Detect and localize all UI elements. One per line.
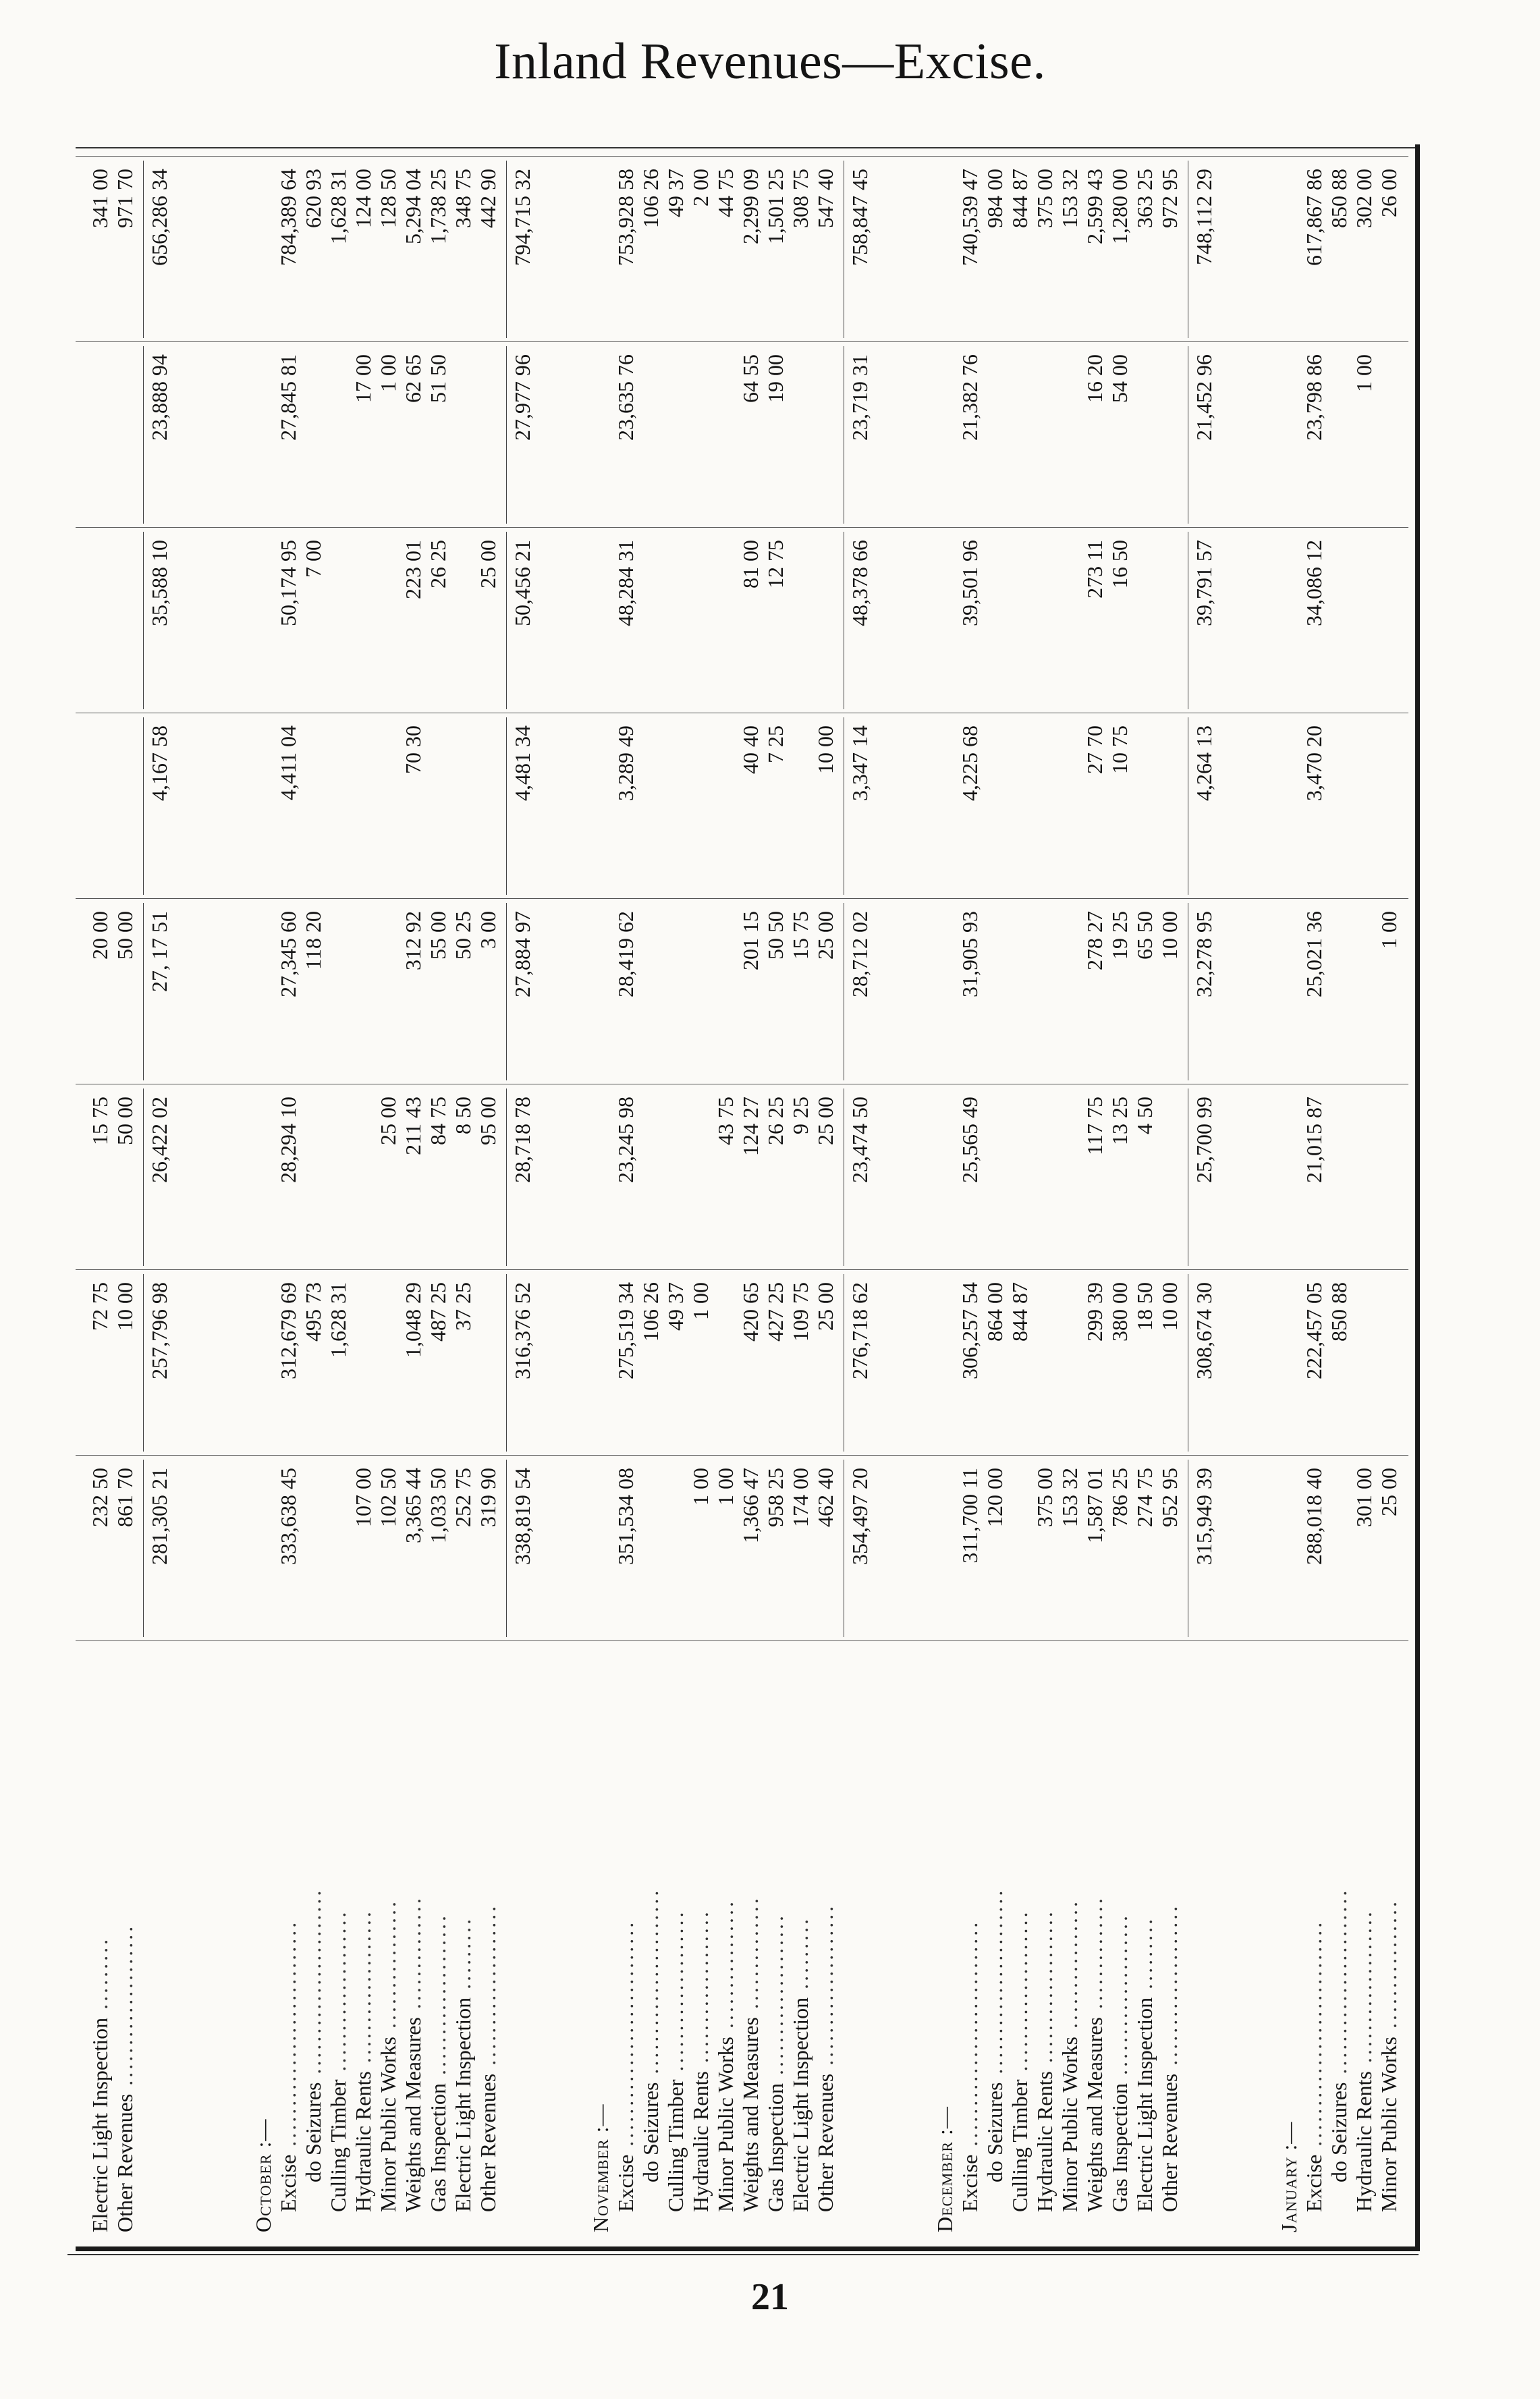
value-cell: 19 25 <box>1107 911 1132 960</box>
row-label: Electric Light Inspection ......... <box>88 1936 112 2232</box>
value-cell: 21,015 87 <box>1302 1097 1326 1183</box>
value-cell: 547 40 <box>813 169 837 228</box>
value-cell: 7 25 <box>763 725 788 763</box>
value-cell: 222,457 05 <box>1302 1282 1326 1379</box>
row-label: Electric Light Inspection ......... <box>451 1916 475 2212</box>
value-cell: 844 87 <box>1008 169 1032 228</box>
value-cell: 81 00 <box>738 540 763 588</box>
value-cell: 1,587 01 <box>1082 1468 1107 1543</box>
total-cell: 27,884 97 <box>510 911 534 997</box>
value-cell: 2,599 43 <box>1082 169 1107 244</box>
value-cell: 16 20 <box>1082 354 1107 403</box>
value-cell: 31,905 93 <box>958 911 982 997</box>
value-cell: 27,345 60 <box>276 911 300 997</box>
value-cell: 1 00 <box>1377 911 1401 949</box>
value-cell: 21,382 76 <box>958 354 982 441</box>
total-cell: 4,481 34 <box>510 725 534 801</box>
total-cell: 281,305 21 <box>147 1468 171 1565</box>
value-cell: 4,411 04 <box>276 725 300 800</box>
row-label: Electric Light Inspection ......... <box>1132 1916 1157 2212</box>
value-cell: 25,021 36 <box>1302 911 1326 997</box>
value-cell: 9 25 <box>788 1097 813 1134</box>
value-cell: 308 75 <box>788 169 813 228</box>
value-cell: 278 27 <box>1082 911 1107 970</box>
leader-dots: .................... <box>1157 1903 1182 2074</box>
row-label: Hydraulic Rents ................... <box>351 1909 375 2212</box>
value-cell: 27 70 <box>1082 725 1107 774</box>
row-label: Hydraulic Rents ................... <box>1033 1909 1057 2212</box>
month-heading: December :— <box>933 2106 957 2232</box>
value-cell: 363 25 <box>1132 169 1157 228</box>
column-rule <box>76 527 1408 528</box>
total-cell: 4,264 13 <box>1192 725 1216 801</box>
value-cell: 4 50 <box>1132 1097 1157 1134</box>
value-cell: 211 43 <box>401 1097 425 1155</box>
row-label: do Seizures ....................... <box>301 1887 325 2182</box>
value-cell: 26 25 <box>426 540 450 588</box>
value-cell: 786 25 <box>1107 1468 1132 1527</box>
leader-dots: .................... <box>113 1923 137 2094</box>
value-cell: 95 00 <box>476 1097 500 1145</box>
month-heading: November :— <box>588 2103 613 2232</box>
leader-dots: ................... <box>351 1909 375 2072</box>
leader-dots: ................ <box>1377 1899 1401 2037</box>
total-cell: 257,796 98 <box>147 1282 171 1379</box>
leader-dots: ................ <box>713 1899 738 2037</box>
value-cell: 25 00 <box>813 911 837 960</box>
total-rule <box>506 532 507 709</box>
value-cell: 3,470 20 <box>1302 725 1326 801</box>
value-cell: 4,225 68 <box>958 725 982 801</box>
total-cell: 48,378 66 <box>848 540 872 626</box>
value-cell: 288,018 40 <box>1302 1468 1326 1565</box>
value-cell: 3,289 49 <box>613 725 638 801</box>
value-cell: 48,284 31 <box>613 540 638 626</box>
leader-dots: ....................... <box>983 1887 1007 2083</box>
value-cell: 1,501 25 <box>763 169 788 244</box>
value-cell: 128 50 <box>376 169 400 228</box>
value-cell: 28,294 10 <box>276 1097 300 1183</box>
value-cell: 23,635 76 <box>613 354 638 441</box>
value-cell: 252 75 <box>451 1468 475 1527</box>
leader-dots: ......... <box>1132 1916 1157 1997</box>
value-cell: 62 65 <box>401 354 425 403</box>
value-cell: 28,419 62 <box>613 911 638 997</box>
value-cell: 312,679 69 <box>276 1282 300 1379</box>
total-rule <box>506 903 507 1080</box>
leader-dots: ......... <box>788 1916 813 1997</box>
value-cell: 49 37 <box>663 169 688 217</box>
leader-dots: .............. <box>1082 1896 1107 2018</box>
leader-dots: .............. <box>738 1896 763 2018</box>
total-cell: 26,422 02 <box>147 1097 171 1183</box>
table-bottom-rule <box>67 2254 1419 2255</box>
value-cell: 13 25 <box>1107 1097 1132 1145</box>
row-label: Weights and Measures .............. <box>401 1896 425 2212</box>
value-cell: 232 50 <box>88 1468 112 1527</box>
value-cell: 1 00 <box>376 354 400 392</box>
value-cell: 302 00 <box>1352 169 1376 228</box>
leader-dots: .................... <box>326 1909 350 2080</box>
value-cell: 1 00 <box>713 1468 738 1506</box>
row-label: do Seizures ....................... <box>983 1887 1007 2182</box>
total-cell: 32,278 95 <box>1192 911 1216 997</box>
value-cell: 117 75 <box>1082 1097 1107 1155</box>
month-heading: October :— <box>251 2118 275 2232</box>
total-cell: 28,718 78 <box>510 1097 534 1183</box>
value-cell: 617,867 86 <box>1302 169 1326 266</box>
row-label: Other Revenues .................... <box>476 1903 500 2212</box>
value-cell: 19 00 <box>763 354 788 403</box>
value-cell: 1,628 31 <box>326 169 350 244</box>
value-cell: 299 39 <box>1082 1282 1107 1342</box>
value-cell: 124 00 <box>351 169 375 228</box>
total-cell: 4,167 58 <box>147 725 171 801</box>
value-cell: 850 88 <box>1327 1282 1351 1342</box>
value-cell: 427 25 <box>763 1282 788 1342</box>
rotated-revenue-table <box>76 157 1408 2242</box>
value-cell: 50 50 <box>763 911 788 960</box>
total-cell: 308,674 30 <box>1192 1282 1216 1379</box>
value-cell: 8 50 <box>451 1097 475 1134</box>
total-cell: 50,456 21 <box>510 540 534 626</box>
row-label: Excise ............................ <box>958 1919 982 2212</box>
value-cell: 34,086 12 <box>1302 540 1326 626</box>
total-rule <box>143 717 144 895</box>
leader-dots: ................... <box>1352 1909 1376 2072</box>
column-rule <box>76 156 1408 157</box>
value-cell: 420 65 <box>738 1282 763 1342</box>
value-cell: 25 00 <box>376 1097 400 1145</box>
column-rule <box>76 341 1408 342</box>
value-cell: 102 50 <box>376 1468 400 1527</box>
row-label: Gas Inspection .................... <box>763 1912 788 2212</box>
value-cell: 1,366 47 <box>738 1468 763 1543</box>
value-cell: 84 75 <box>426 1097 450 1145</box>
value-cell: 120 00 <box>983 1468 1007 1527</box>
value-cell: 958 25 <box>763 1468 788 1527</box>
total-cell: 28,712 02 <box>848 911 872 997</box>
leader-dots: ................... <box>1033 1909 1057 2072</box>
value-cell: 50,174 95 <box>276 540 300 626</box>
row-label: Weights and Measures .............. <box>738 1896 763 2212</box>
row-label: Culling Timber .................... <box>326 1909 350 2212</box>
leader-dots: ................ <box>1057 1899 1082 2037</box>
value-cell: 43 75 <box>713 1097 738 1145</box>
value-cell: 341 00 <box>88 169 112 228</box>
value-cell: 380 00 <box>1107 1282 1132 1342</box>
leader-dots: ............................ <box>958 1919 982 2155</box>
value-cell: 495 73 <box>301 1282 325 1342</box>
total-cell: 338,819 54 <box>510 1468 534 1565</box>
row-label: Culling Timber .................... <box>1008 1909 1032 2212</box>
leader-dots: .............. <box>401 1896 425 2018</box>
total-cell: 25,700 99 <box>1192 1097 1216 1183</box>
total-cell: 794,715 32 <box>510 169 534 266</box>
total-cell: 23,474 50 <box>848 1097 872 1183</box>
value-cell: 620 93 <box>301 169 325 228</box>
page-title: Inland Revenues—Excise. <box>494 33 1046 90</box>
value-cell: 5,294 04 <box>401 169 425 244</box>
value-cell: 153 32 <box>1057 1468 1082 1527</box>
leader-dots: ....................... <box>638 1887 663 2083</box>
value-cell: 174 00 <box>788 1468 813 1527</box>
column-rule <box>76 898 1408 899</box>
value-cell: 18 50 <box>1132 1282 1157 1331</box>
value-cell: 10 00 <box>1157 911 1182 960</box>
row-label: do Seizures ....................... <box>638 1887 663 2182</box>
total-cell: 354,497 20 <box>848 1468 872 1565</box>
value-cell: 1 00 <box>1352 354 1376 392</box>
row-label: Gas Inspection .................... <box>426 1912 450 2212</box>
total-cell: 758,847 45 <box>848 169 872 266</box>
value-cell: 10 00 <box>813 725 837 774</box>
value-cell: 10 75 <box>1107 725 1132 774</box>
value-cell: 106 26 <box>638 1282 663 1342</box>
row-label: Excise ............................ <box>276 1919 300 2212</box>
total-cell: 3,347 14 <box>848 725 872 801</box>
row-label: Minor Public Works ................ <box>376 1899 400 2212</box>
value-cell: 50 00 <box>113 1097 137 1145</box>
leader-dots: .................... <box>763 1912 788 2083</box>
total-rule <box>143 1088 144 1266</box>
value-cell: 54 00 <box>1107 354 1132 403</box>
value-cell: 312 92 <box>401 911 425 970</box>
month-heading: January :— <box>1277 2121 1301 2232</box>
value-cell: 51 50 <box>426 354 450 403</box>
value-cell: 124 27 <box>738 1097 763 1156</box>
row-label: Other Revenues .................... <box>813 1903 837 2212</box>
value-cell: 23,245 98 <box>613 1097 638 1183</box>
value-cell: 442 90 <box>476 169 500 228</box>
row-label: Gas Inspection .................... <box>1107 1912 1132 2212</box>
value-cell: 375 00 <box>1033 169 1057 228</box>
total-rule <box>506 346 507 524</box>
value-cell: 23,798 86 <box>1302 354 1326 441</box>
leader-dots: ............................ <box>276 1919 300 2155</box>
total-rule <box>143 1274 144 1452</box>
total-rule <box>143 903 144 1080</box>
leader-dots: ......... <box>88 1936 112 2018</box>
total-rule <box>143 1460 144 1637</box>
value-cell: 275,519 34 <box>613 1282 638 1379</box>
total-cell: 316,376 52 <box>510 1282 534 1379</box>
total-rule <box>506 1460 507 1637</box>
value-cell: 106 26 <box>638 169 663 228</box>
row-label: Electric Light Inspection ......... <box>788 1916 813 2212</box>
value-cell: 44 75 <box>713 169 738 217</box>
value-cell: 274 75 <box>1132 1468 1157 1527</box>
value-cell: 17 00 <box>351 354 375 403</box>
value-cell: 2,299 09 <box>738 169 763 244</box>
value-cell: 1,628 31 <box>326 1282 350 1358</box>
row-label: Minor Public Works ................ <box>713 1899 738 2212</box>
total-cell: 23,888 94 <box>147 354 171 441</box>
value-cell: 273 11 <box>1082 540 1107 599</box>
value-cell: 1 00 <box>688 1282 713 1320</box>
page-number: 21 <box>751 2276 789 2318</box>
revenue-table <box>76 157 1408 2242</box>
value-cell: 1,048 29 <box>401 1282 425 1358</box>
total-cell: 276,718 62 <box>848 1282 872 1379</box>
total-rule <box>143 346 144 524</box>
value-cell: 153 32 <box>1057 169 1082 228</box>
total-rule <box>143 532 144 709</box>
value-cell: 864 00 <box>983 1282 1007 1342</box>
leader-dots: .................... <box>663 1909 688 2080</box>
value-cell: 39,501 96 <box>958 540 982 626</box>
value-cell: 348 75 <box>451 169 475 228</box>
total-rule <box>143 161 144 338</box>
row-label: Culling Timber .................... <box>663 1909 688 2212</box>
value-cell: 118 20 <box>301 911 325 970</box>
total-cell: 315,949 39 <box>1192 1468 1216 1565</box>
value-cell: 861 70 <box>113 1468 137 1527</box>
value-cell: 351,534 08 <box>613 1468 638 1565</box>
row-label: Other Revenues .................... <box>113 1923 137 2232</box>
value-cell: 306,257 54 <box>958 1282 982 1379</box>
value-cell: 784,389 64 <box>276 169 300 266</box>
value-cell: 952 95 <box>1157 1468 1182 1527</box>
value-cell: 1 00 <box>688 1468 713 1506</box>
value-cell: 107 00 <box>351 1468 375 1527</box>
value-cell: 10 00 <box>113 1282 137 1331</box>
value-cell: 1,033 50 <box>426 1468 450 1543</box>
value-cell: 40 40 <box>738 725 763 774</box>
value-cell: 15 75 <box>88 1097 112 1145</box>
leader-dots: ......... <box>451 1916 475 1997</box>
value-cell: 25 00 <box>813 1097 837 1145</box>
value-cell: 850 88 <box>1327 169 1351 228</box>
total-cell: 21,452 96 <box>1192 354 1216 441</box>
value-cell: 972 95 <box>1157 169 1182 228</box>
leader-dots: ....................... <box>1327 1887 1351 2083</box>
leader-dots: ............................ <box>1302 1919 1326 2155</box>
value-cell: 462 40 <box>813 1468 837 1527</box>
value-cell: 753,928 58 <box>613 169 638 266</box>
total-cell: 27,977 96 <box>510 354 534 441</box>
row-label: Excise ............................ <box>1302 1919 1326 2212</box>
leader-dots: .................... <box>1107 1912 1132 2083</box>
total-cell: 35,588 10 <box>147 540 171 626</box>
value-cell: 3 00 <box>476 911 500 949</box>
row-label: Minor Public Works ................ <box>1057 1899 1082 2212</box>
value-cell: 201 15 <box>738 911 763 970</box>
leader-dots: ............................ <box>613 1919 638 2155</box>
value-cell: 25,565 49 <box>958 1097 982 1183</box>
value-cell: 70 30 <box>401 725 425 774</box>
leader-dots: ....................... <box>301 1887 325 2083</box>
value-cell: 984 00 <box>983 169 1007 228</box>
value-cell: 1,738 25 <box>426 169 450 244</box>
leader-dots: .................... <box>476 1903 500 2074</box>
value-cell: 223 01 <box>401 540 425 599</box>
row-label: Weights and Measures .............. <box>1082 1896 1107 2212</box>
value-cell: 971 70 <box>113 169 137 228</box>
value-cell: 109 75 <box>788 1282 813 1342</box>
value-cell: 50 00 <box>113 911 137 960</box>
value-cell: 55 00 <box>426 911 450 960</box>
row-label: do Seizures ....................... <box>1327 1887 1351 2182</box>
total-cell: 656,286 34 <box>147 169 171 266</box>
value-cell: 311,700 11 <box>958 1468 982 1564</box>
value-cell: 7 00 <box>301 540 325 578</box>
row-label: Other Revenues .................... <box>1157 1903 1182 2212</box>
row-label: Minor Public Works ................ <box>1377 1899 1401 2212</box>
value-cell: 64 55 <box>738 354 763 403</box>
column-rule <box>76 1640 1408 1641</box>
value-cell: 2 00 <box>688 169 713 206</box>
value-cell: 26 00 <box>1377 169 1401 217</box>
value-cell: 49 37 <box>663 1282 688 1331</box>
value-cell: 72 75 <box>88 1282 112 1331</box>
value-cell: 301 00 <box>1352 1468 1376 1527</box>
value-cell: 375 00 <box>1033 1468 1057 1527</box>
leader-dots: .................... <box>813 1903 837 2074</box>
total-cell: 39,791 57 <box>1192 540 1216 626</box>
leader-dots: ................... <box>688 1909 713 2072</box>
column-rule <box>76 1269 1408 1270</box>
value-cell: 20 00 <box>88 911 112 960</box>
column-rule <box>76 1455 1408 1456</box>
leader-dots: .................... <box>1008 1909 1032 2080</box>
total-cell: 27, 17 51 <box>147 911 171 992</box>
value-cell: 15 75 <box>788 911 813 960</box>
total-rule <box>506 161 507 338</box>
value-cell: 12 75 <box>763 540 788 588</box>
row-label: Excise ............................ <box>613 1919 638 2212</box>
value-cell: 844 87 <box>1008 1282 1032 1342</box>
total-rule <box>506 717 507 895</box>
value-cell: 333,638 45 <box>276 1468 300 1565</box>
row-label: Hydraulic Rents ................... <box>688 1909 713 2212</box>
total-rule <box>506 1088 507 1266</box>
value-cell: 65 50 <box>1132 911 1157 960</box>
value-cell: 319 90 <box>476 1468 500 1527</box>
value-cell: 50 25 <box>451 911 475 960</box>
value-cell: 25 00 <box>476 540 500 588</box>
value-cell: 27,845 81 <box>276 354 300 441</box>
leader-dots: ................ <box>376 1899 400 2037</box>
value-cell: 16 50 <box>1107 540 1132 588</box>
value-cell: 487 25 <box>426 1282 450 1342</box>
row-label: Hydraulic Rents ................... <box>1352 1909 1376 2212</box>
value-cell: 26 25 <box>763 1097 788 1145</box>
leader-dots: .................... <box>426 1912 450 2083</box>
value-cell: 25 00 <box>1377 1468 1401 1516</box>
total-rule <box>506 1274 507 1452</box>
value-cell: 740,539 47 <box>958 169 982 266</box>
total-cell: 748,112 29 <box>1192 169 1216 265</box>
value-cell: 1,280 00 <box>1107 169 1132 244</box>
value-cell: 3,365 44 <box>401 1468 425 1543</box>
value-cell: 37 25 <box>451 1282 475 1331</box>
total-cell: 23,719 31 <box>848 354 872 441</box>
value-cell: 10 00 <box>1157 1282 1182 1331</box>
value-cell: 25 00 <box>813 1282 837 1331</box>
